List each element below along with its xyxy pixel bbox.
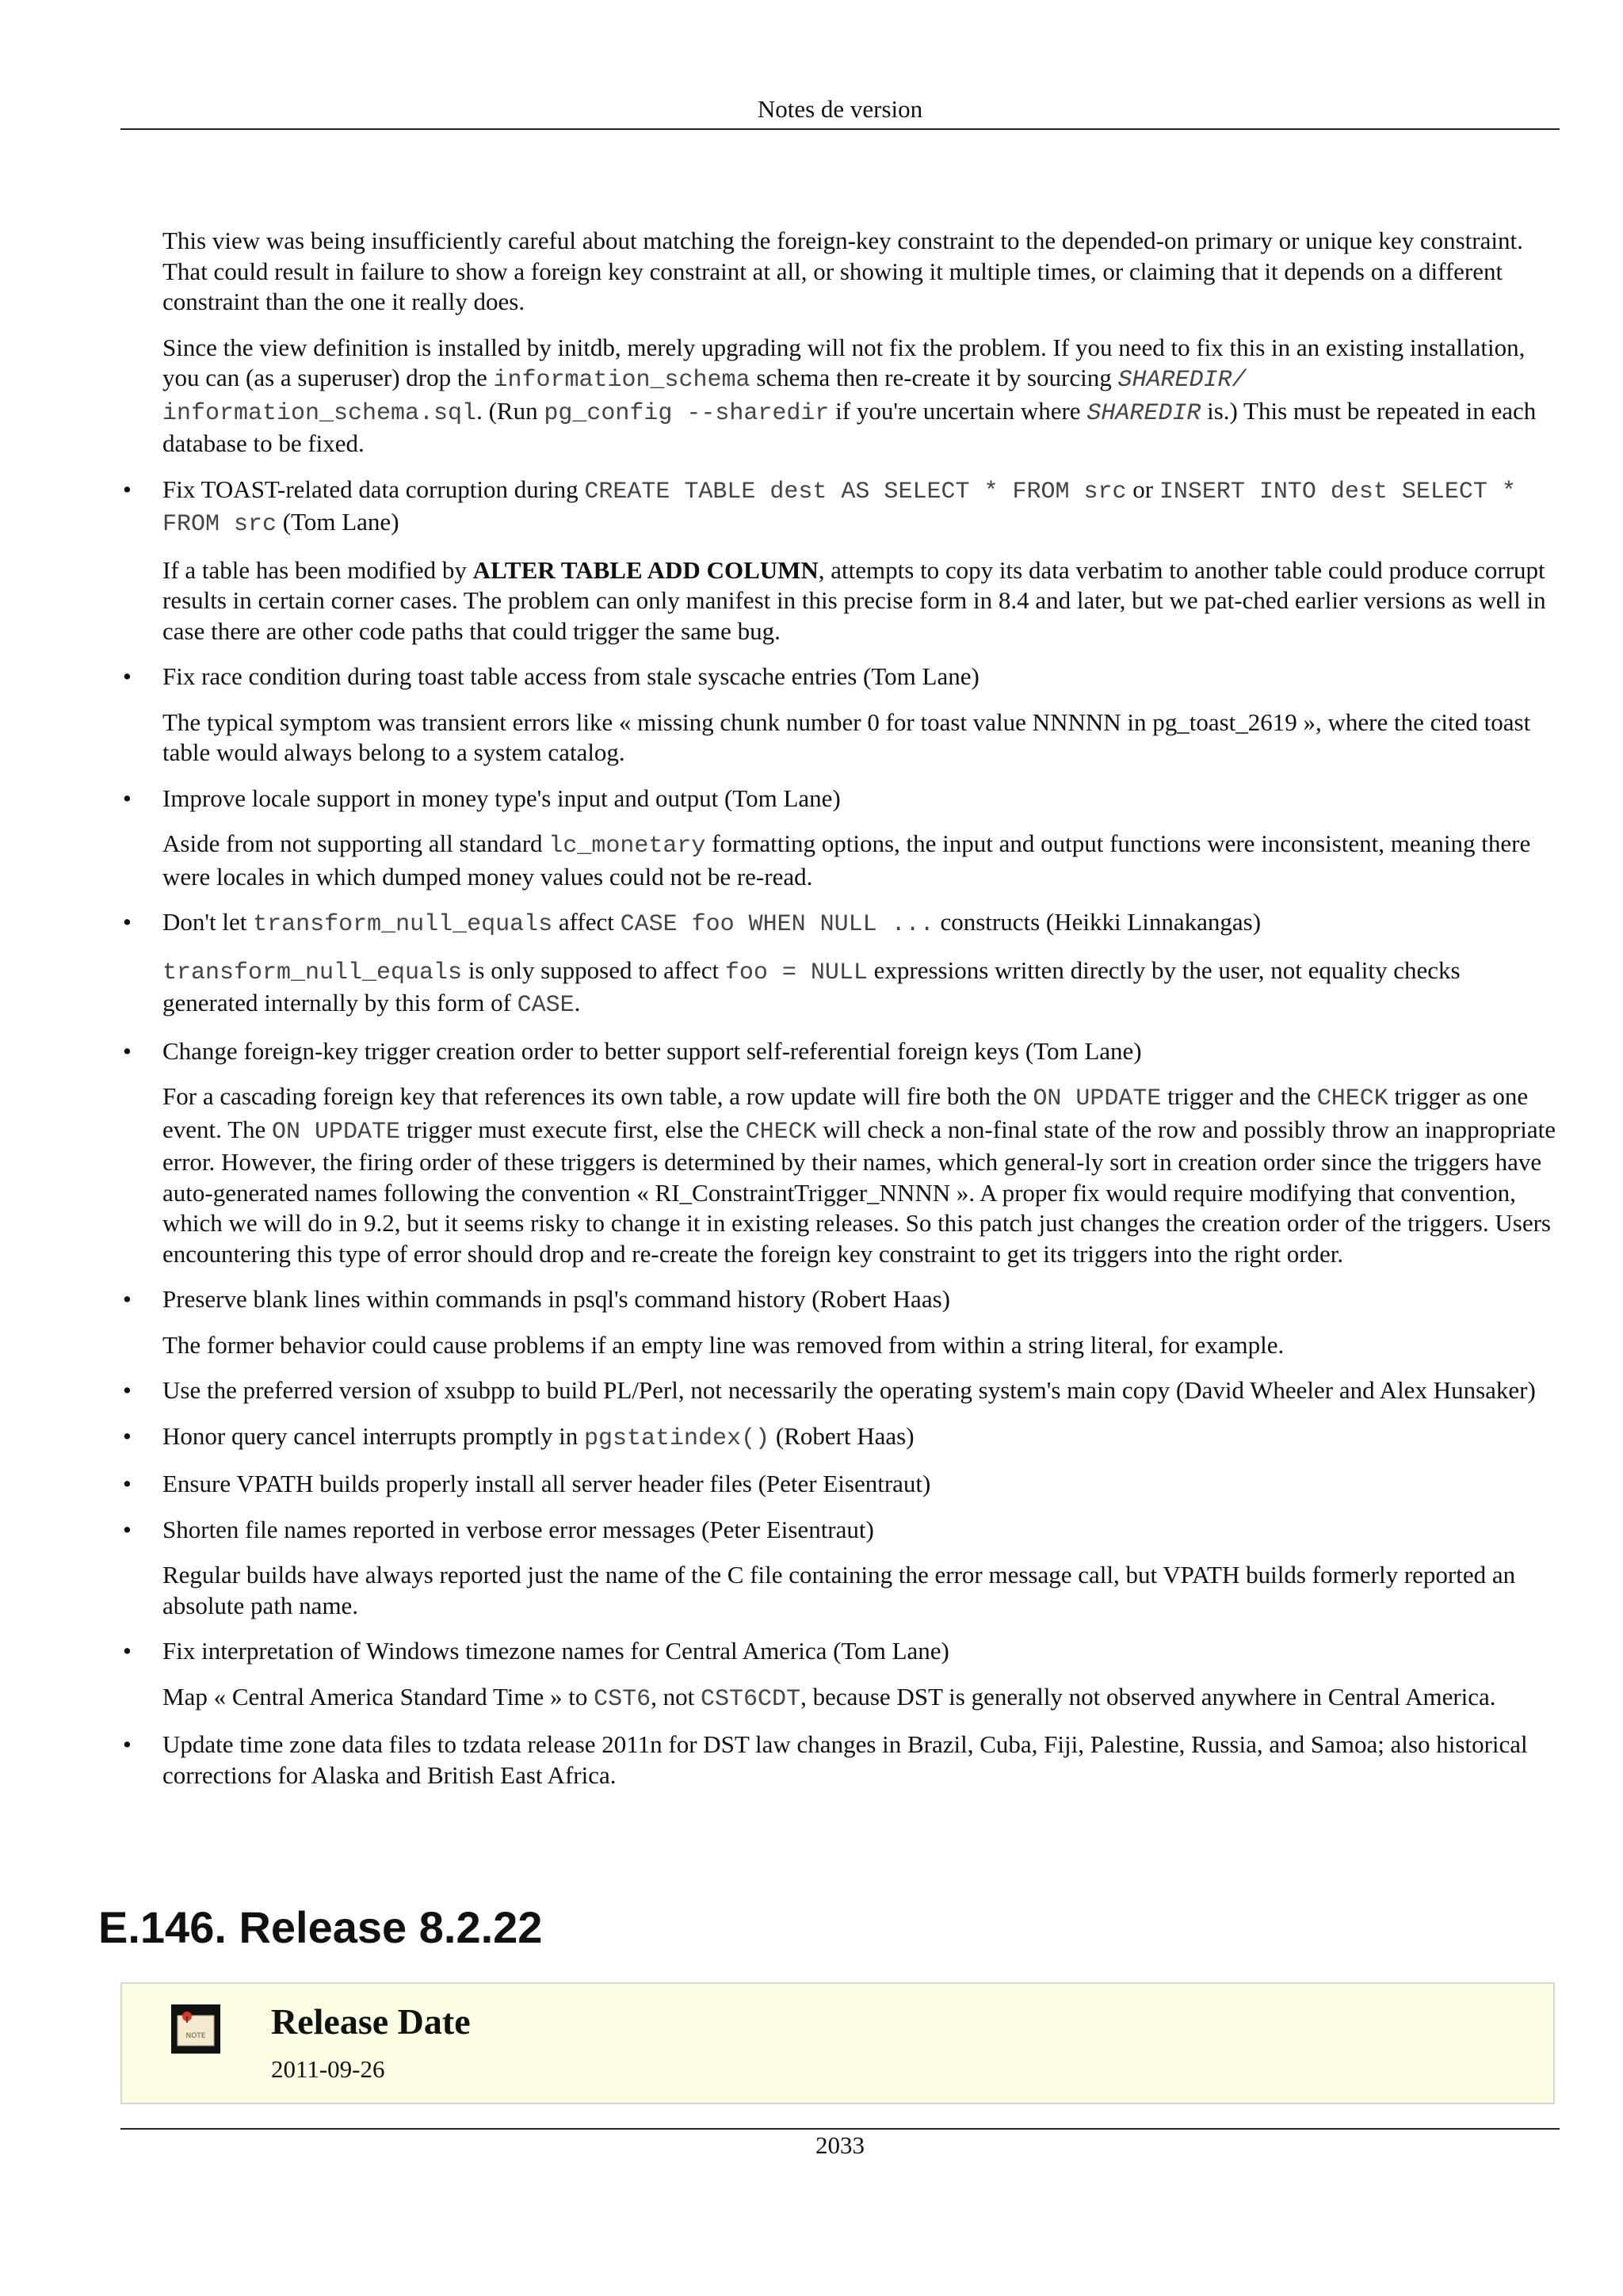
list-item-pgstatindex	[123, 1421, 1557, 1455]
list-item-title: Use the preferred version of xsubpp to build PL/Perl, not necessarily the operating system's main copy (David Wheeler and Alex Hunsaker)	[162, 1376, 1536, 1404]
bullet: •	[123, 662, 132, 690]
note-title: Release Date	[271, 2001, 471, 2042]
list-item-detail: transform_null_equals is only supposed to affect foo = NULL expressions written directly by the user, not equality checks generated internally by this form of CASE.	[162, 955, 1461, 1019]
list-item-xsubpp	[123, 1375, 1557, 1406]
list-item-title: Fix interpretation of Windows timezone names for Central America (Tom Lane)	[162, 1637, 949, 1665]
list-item-detail: For a cascading foreign key that references its own table, a row update will fire both the ON UPDATE trigger and the CHECK trigger as one event. The ON UPDATE trigger must execute first, else the CHECK will check a non-final state of the row and possibly throw an inappropriate error. However, the firing order of these triggers is determined by their names, which general-ly sort in creation order since the triggers have auto-generated names following the convention « RI_ConstraintTrigger_NNNN ». A proper fix would require modifying that convention, which we will do in 9.2, but it seems risky to change it in existing releases. So this patch just changes the creation order of the triggers. Users encountering this type of error should drop and re-create the foreign key constraint to get its triggers into the right order.	[162, 1082, 1556, 1268]
release-date-note	[120, 1982, 1555, 2104]
bullet: •	[123, 475, 132, 503]
bullet: •	[123, 1036, 132, 1065]
list-item-fk-trigger-order	[123, 1036, 1557, 1270]
note-icon-label: NOTE	[185, 2032, 206, 2040]
intro-paragraph-1: This view was being insufficiently careful about matching the foreign-key constraint to the depended-on primary or unique key constraint. That could result in failure to show a foreign key constraint at all, or showing it multiple times, or claiming that it depends on a different constraint than the one it really does.	[162, 227, 1523, 315]
list-item-title: Fix TOAST-related data corruption during CREATE TABLE dest AS SELECT * FROM src or INSERT INTO dest SELECT * FROM src (Tom Lane)	[162, 475, 1516, 538]
list-item-toast-corruption	[123, 475, 1557, 647]
list-item-title: Honor query cancel interrupts promptly in pgstatindex() (Robert Haas)	[162, 1421, 915, 1452]
list-item-detail: Aside from not supporting all standard lc_monetary formatting options, the input and output functions were inconsistent, meaning there were locales in which dumped money values could not be re-read.	[162, 830, 1531, 891]
change-list	[123, 475, 1557, 1791]
running-header: Notes de version	[757, 95, 923, 123]
bullet: •	[123, 1376, 132, 1404]
list-item-title: Ensure VPATH builds properly install all server header files (Peter Eisentraut)	[162, 1470, 931, 1497]
bullet: •	[123, 1515, 132, 1543]
list-item-detail: If a table has been modified by ALTER TABLE ADD COLUMN, attempts to copy its data verbatim to another table could produce corrupt results in certain corner cases. The problem can only manifest in this precise form in 8.4 and later, but we pat-ched earlier versions as well in case there are other code paths that could trigger the same bug.	[162, 555, 1546, 645]
release-date: 2011-09-26	[271, 2055, 385, 2083]
list-item-title: Shorten file names reported in verbose error messages (Peter Eisentraut)	[162, 1515, 874, 1543]
list-item-detail: Regular builds have always reported just the name of the C file containing the error message call, but VPATH builds formerly reported an absolute path name.	[162, 1561, 1516, 1619]
bullet: •	[123, 1421, 132, 1450]
list-item-money-locale	[123, 784, 1557, 893]
list-item-transform-null-equals	[123, 907, 1557, 1021]
list-item-title: Improve locale support in money type's input and output (Tom Lane)	[162, 784, 841, 812]
list-item-title: Fix race condition during toast table access from stale syscache entries (Tom Lane)	[162, 662, 980, 690]
header-rule	[120, 128, 1560, 130]
list-item-race-condition	[123, 662, 1557, 769]
bullet: •	[123, 1730, 132, 1758]
page-number: 2033	[815, 2131, 865, 2159]
release-notes-body	[123, 226, 1557, 1806]
bullet: •	[123, 1470, 132, 1497]
list-item-detail: Map « Central America Standard Time » to CST6, not CST6CDT, because DST is generally not observed anywhere in Central America.	[162, 1682, 1496, 1713]
list-item-detail: The typical symptom was transient errors like « missing chunk number 0 for toast value NNNNN in pg_toast_2619 », where the cited toast table would always belong to a system catalog.	[162, 707, 1531, 766]
intro-paragraph-2: Since the view definition is installed by initdb, merely upgrading will not fix the problem. If you need to fix this in an existing installation, you can (as a superuser) drop the information_schema schema then re-create it by sourcing SHAREDIR/ information_schema.sql. (Run pg_config --sharedir if you're uncertain where SHAREDIR is.) This must be repeated in each database to be fixed.	[162, 333, 1537, 457]
bullet: •	[123, 908, 132, 936]
list-item-title: Don't let transform_null_equals affect CASE foo WHEN NULL ... constructs (Heikki Linnakangas)	[162, 908, 1262, 938]
bullet: •	[123, 1637, 132, 1665]
list-item-psql-history	[123, 1284, 1557, 1360]
list-item-vpath-headers	[123, 1469, 1557, 1500]
section-title: E.146. Release 8.2.22	[98, 1902, 543, 1952]
list-item-shorten-file-names	[123, 1515, 1557, 1622]
list-item-title: Preserve blank lines within commands in psql's command history (Robert Haas)	[162, 1285, 950, 1313]
list-item-title: Update time zone data files to tzdata release 2011n for DST law changes in Brazil, Cuba, Fiji, Palestine, Russia, and Samoa; also historical corrections for Alaska and British East Africa.	[162, 1730, 1528, 1789]
bullet: •	[123, 784, 132, 812]
list-item-tzdata	[123, 1730, 1557, 1791]
list-item-title: Change foreign-key trigger creation order to better support self-referential foreign keys (Tom Lane)	[162, 1036, 1142, 1065]
bullet: •	[123, 1285, 132, 1313]
list-item-windows-timezone	[123, 1636, 1557, 1714]
note-icon	[171, 2004, 220, 2054]
list-item-detail: The former behavior could cause problems if an empty line was removed from within a string literal, for example.	[162, 1330, 1285, 1359]
